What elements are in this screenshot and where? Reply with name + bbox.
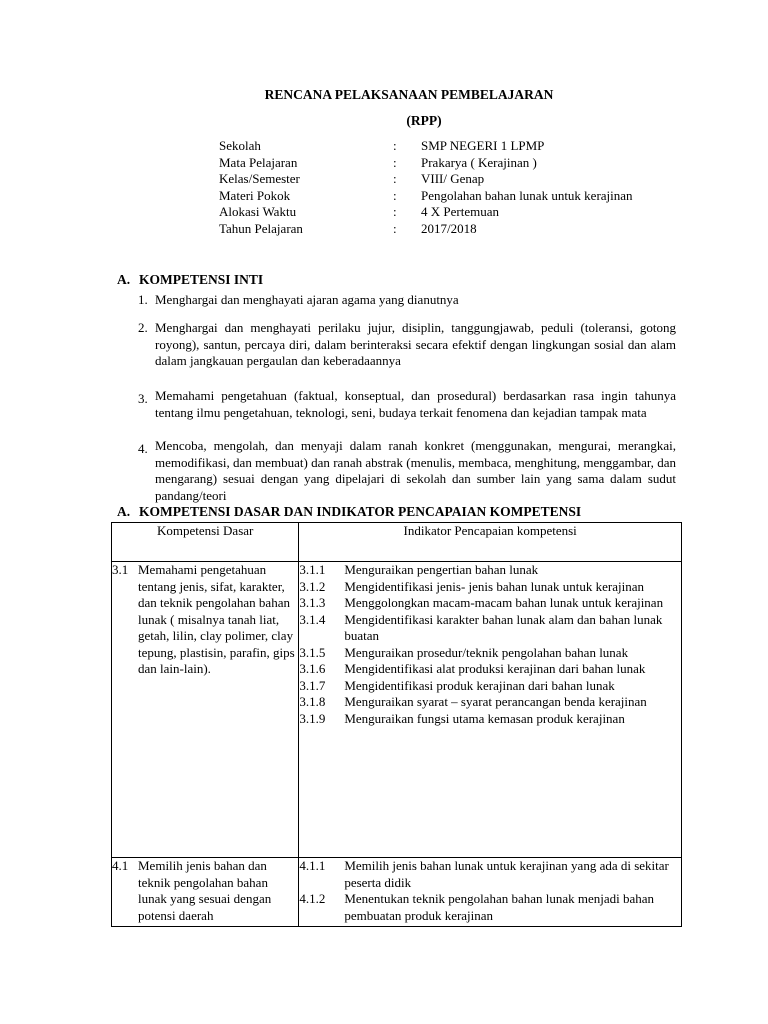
kd-text: Memahami pengetahuan tentang jenis, sifat, karakter, dan teknik pengolahan bahan lunak ( misalnya tanah liat, getah, lilin, clay polimer, clay tepung, plastisin, parafin, gips dan lain-lain). — [138, 562, 295, 676]
info-row-alokasi-waktu — [219, 204, 659, 221]
indicator-number: 4.1.2 — [299, 891, 326, 906]
section-letter: A. — [117, 272, 131, 287]
section-title: KOMPETENSI INTI — [139, 272, 264, 287]
indicator-number: 3.1.1 — [299, 562, 326, 577]
indicator-item — [299, 612, 681, 645]
section-letter: A. — [117, 504, 131, 519]
info-colon: : — [393, 220, 397, 236]
section-title: KOMPETENSI DASAR DAN INDIKATOR PENCAPAIAN KOMPETENSI — [139, 504, 582, 519]
list-number: 4. — [138, 441, 148, 456]
indicator-text: Memilih jenis bahan lunak untuk kerajinan yang ada di sekitar peserta didik — [344, 858, 669, 890]
indicator-text: Menguraikan prosedur/teknik pengolahan bahan lunak — [344, 644, 629, 660]
info-row-tahun-pelajaran — [219, 221, 659, 238]
indicator-item — [299, 711, 681, 728]
list-number: 3. — [138, 391, 148, 406]
info-colon: : — [393, 138, 397, 153]
table-row — [112, 858, 682, 927]
indicator-item — [299, 645, 681, 662]
info-label: Alokasi Waktu — [219, 204, 297, 219]
section-heading-kompetensi-inti — [117, 272, 263, 289]
table-cell-indicators — [299, 562, 682, 858]
info-row-kelas-semester — [219, 171, 659, 188]
indicator-item — [299, 661, 681, 678]
table-cell-kd — [112, 858, 299, 927]
info-value: Pengolahan bahan lunak untuk kerajinan — [421, 187, 633, 203]
indicator-item — [299, 694, 681, 711]
info-row-materi-pokok — [219, 188, 659, 205]
table-cell-indicators — [299, 858, 682, 927]
indicator-text: Menentukan teknik pengolahan bahan lunak menjadi bahan pembuatan produk kerajinan — [344, 891, 655, 923]
indicator-number: 3.1.8 — [299, 694, 326, 709]
kd-number: 3.1 — [112, 562, 129, 577]
indicator-item — [299, 678, 681, 695]
indicator-text: Mengidentifikasi karakter bahan lunak alam dan bahan lunak buatan — [344, 611, 663, 643]
list-text: Menghargai dan menghayati perilaku jujur, disiplin, tanggungjawab, peduli (toleransi, gotong royong), santun, percaya diri, dalam berinteraksi secara efektif dengan lingkungan sosial dan alam dalam jangkauan pergaulan dan keberadaannya — [155, 320, 676, 368]
identity-table — [219, 138, 659, 237]
section-heading-kompetensi-dasar — [117, 504, 581, 521]
kd-number: 4.1 — [112, 858, 129, 873]
kd-entry — [112, 562, 298, 678]
info-colon: : — [393, 171, 397, 186]
kompetensi-dasar-table — [111, 522, 682, 927]
indicator-number: 3.1.6 — [299, 661, 326, 676]
table-header-cell: Indikator Pencapaian kompetensi — [299, 523, 682, 562]
indicator-item — [299, 858, 681, 891]
list-text: Memahami pengetahuan (faktual, konseptual, dan prosedural) berdasarkan rasa ingin tahunya tentang ilmu pengetahuan, teknologi, seni, budaya terkait fenomena dan kejadian tampak mata — [155, 388, 676, 420]
info-value: VIII/ Genap — [421, 171, 485, 186]
info-colon: : — [393, 187, 397, 203]
kd-text: Memilih jenis bahan dan teknik pengolahan bahan lunak yang sesuai dengan potensi daerah — [138, 858, 272, 923]
list-text: Menghargai dan menghayati ajaran agama yang dianutnya — [155, 292, 459, 307]
list-number: 2. — [138, 320, 148, 335]
table-header-row — [112, 523, 682, 562]
info-label: Sekolah — [219, 138, 261, 153]
indicator-item — [299, 562, 681, 579]
info-colon: : — [393, 204, 397, 219]
info-label: Mata Pelajaran — [219, 154, 298, 170]
table-row — [112, 562, 682, 858]
indicator-number: 3.1.2 — [299, 578, 326, 594]
indicator-number: 4.1.1 — [299, 858, 326, 873]
info-row-sekolah — [219, 138, 659, 155]
indicator-text: Menggolongkan macam-macam bahan lunak untuk kerajinan — [344, 595, 664, 610]
document-title: RENCANA PELAKSANAAN PEMBELAJARAN — [264, 87, 554, 102]
indicator-number: 3.1.7 — [299, 677, 326, 693]
info-label: Kelas/Semester — [219, 171, 300, 186]
table-cell-kd — [112, 562, 299, 858]
table-header-cell: Kompetensi Dasar — [112, 523, 299, 562]
indicator-item — [299, 891, 681, 924]
info-label: Tahun Pelajaran — [219, 220, 303, 236]
indicator-number: 3.1.5 — [299, 644, 326, 660]
indicator-text: Mengidentifikasi jenis- jenis bahan lunak untuk kerajinan — [344, 578, 644, 594]
indicator-text: Menguraikan pengertian bahan lunak — [344, 562, 539, 577]
indicator-number: 3.1.9 — [299, 710, 326, 726]
info-row-mata-pelajaran — [219, 155, 659, 172]
indicator-text: Mengidentifikasi alat produksi kerajinan dari bahan lunak — [344, 661, 646, 676]
document-subtitle: (RPP) — [406, 113, 442, 128]
indicator-number: 3.1.3 — [299, 595, 326, 610]
info-value: Prakarya ( Kerajinan ) — [421, 154, 537, 170]
info-label: Materi Pokok — [219, 187, 291, 203]
info-value: 4 X Pertemuan — [421, 204, 499, 219]
indicator-item — [299, 595, 681, 612]
kd-entry — [112, 858, 298, 924]
info-value: 2017/2018 — [421, 220, 477, 236]
list-text: Mencoba, mengolah, dan menyaji dalam ranah konkret (menggunakan, mengurai, merangkai, memodifikasi, dan membuat) dan ranah abstrak (menulis, membaca, menghitung, menggambar, dan mengarang) sesuai dengan yang dipelajari di sekolah dan sumber lain yang sama dalam sudut pandang/teori — [155, 438, 676, 503]
indicator-number: 3.1.4 — [299, 611, 326, 627]
indicator-item — [299, 579, 681, 596]
indicator-text: Menguraikan fungsi utama kemasan produk kerajinan — [344, 710, 625, 726]
indicator-text: Menguraikan syarat – syarat perancangan benda kerajinan — [344, 694, 647, 709]
indicator-text: Mengidentifikasi produk kerajinan dari bahan lunak — [344, 677, 615, 693]
info-value: SMP NEGERI 1 LPMP — [421, 138, 545, 153]
info-colon: : — [393, 154, 397, 170]
list-number: 1. — [138, 292, 148, 307]
